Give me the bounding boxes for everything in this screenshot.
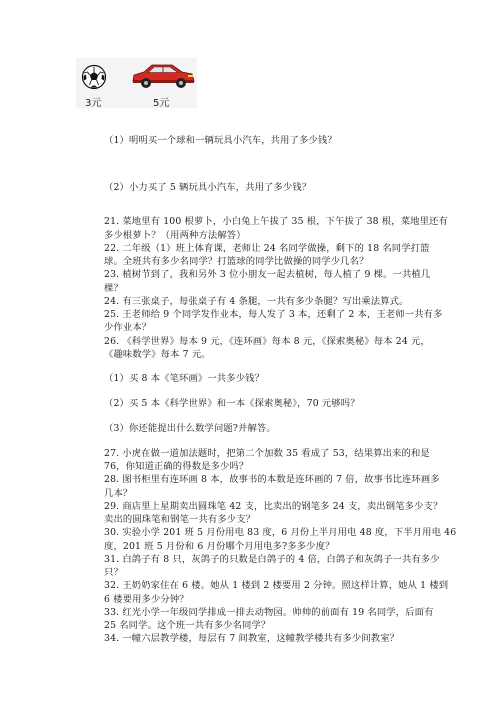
problem-32-line: 6 楼要用多少分钟？	[104, 594, 189, 605]
problem-33-line: 33. 红光小学一年级同学排成一排去动物园。帅帅的前面有 19 名同学，后面有	[104, 607, 434, 618]
problem-25-line: 25. 王老师给 9 个同学发作业本，每人发了 3 本，还剩了 2 本，王老师一共有多	[104, 309, 443, 320]
price-picture-panel	[76, 58, 197, 108]
problem-23-line: 棵？	[104, 283, 123, 294]
problem-27-line: 27. 小虎在做一道加法题时，把第二个加数 35 看成了 53，结果算出来的和是	[104, 448, 430, 459]
problem-21-line: 21. 菜地里有 100 根萝卜，小白兔上午拔了 35 根，下午拔了 38 根，菜地里还有	[104, 216, 448, 227]
problem-31-line: 31. 白鸽子有 8 只，灰鸽子的只数是白鸽子的 4 倍，白鸽子和灰鸽子一共有多少	[104, 554, 440, 565]
problem-22-line: 球。全班共有多少名同学？打篮球的同学比做操的同学少几名？	[104, 256, 369, 267]
problem-27-line: 76，你知道正确的得数是多少吗？	[104, 461, 249, 472]
problem-33-line: 25 名同学。这个班一共有多少名同学？	[104, 620, 271, 631]
question-line: （2）买 5 本《科学世界》和一本《探索奥秘》，70 元够吗？	[104, 398, 360, 409]
question-line: （3）你还能提出什么数学问题?并解答。	[104, 423, 276, 434]
problem-22-line: 22. 二年级（1）班上体育课，老师让 24 名同学做操，剩下的 18 名同学打篮	[104, 243, 430, 254]
problem-25-line: 少作业本？	[104, 322, 152, 333]
problem-30-line: 30. 实验小学 201 班 5 月份用电 83 度，6 月份上半月用电 48 度，下半月用电 46	[104, 527, 457, 538]
question-line: （1）明明买一个球和一辆玩具小汽车，共用了多少钱？	[104, 135, 337, 146]
problem-23-line: 23. 植树节到了，我和另外 3 位小朋友一起去植树，每人植了 9 棵。一共植几	[104, 269, 431, 280]
problem-26-line: 26. 《科学世界》每本 9 元，《连环画》每本 8 元，《探索奥秘》每本 24 元，	[104, 336, 430, 347]
problem-31-line: 只？	[104, 567, 123, 578]
problem-29-line: 29. 商店里上星期卖出圆珠笔 42 支，比卖出的钢笔多 24 支，卖出钢笔多少支？	[104, 501, 443, 512]
soccer-ball-icon	[81, 64, 107, 90]
car-price: 5元	[153, 98, 170, 109]
problem-24-line: 24. 有三张桌子，每张桌子有 4 条腿，一共有多少条腿？写出乘法算式。	[104, 296, 409, 307]
problem-30-line: 度，201 班 5 月份和 6 月份哪个月用电多?多多少度？	[104, 541, 335, 552]
problem-28-line: 28. 图书柜里有连环画 8 本，故事书的本数是连环画的 7 倍，故事书比连环画多	[104, 474, 440, 485]
question-line: （2）小力买了 5 辆玩具小汽车，共用了多少钱？	[104, 182, 312, 193]
problem-29-line: 卖出的圆珠笔和钢笔一共有多少支？	[104, 514, 256, 525]
question-line: （1）买 8 本《笔环画》一共多少钱？	[104, 373, 265, 384]
ball-price: 3元	[85, 98, 102, 109]
problem-34-line: 34. 一幢六层教学楼，每层有 7 间教室，这幢教学楼共有多少间教室？	[104, 633, 400, 644]
problem-28-line: 几本？	[104, 488, 133, 499]
problem-32-line: 32. 王奶奶家住在 6 楼。她从 1 楼到 2 楼要用 2 分钟。照这样计算，她从 1 楼到	[104, 580, 449, 591]
toy-car-icon	[130, 61, 196, 91]
problem-26-line: 《趣味数学》每本 7 元。	[104, 349, 211, 360]
problem-21-line: 多少根萝卜？（用两种方法解答）	[104, 230, 246, 241]
